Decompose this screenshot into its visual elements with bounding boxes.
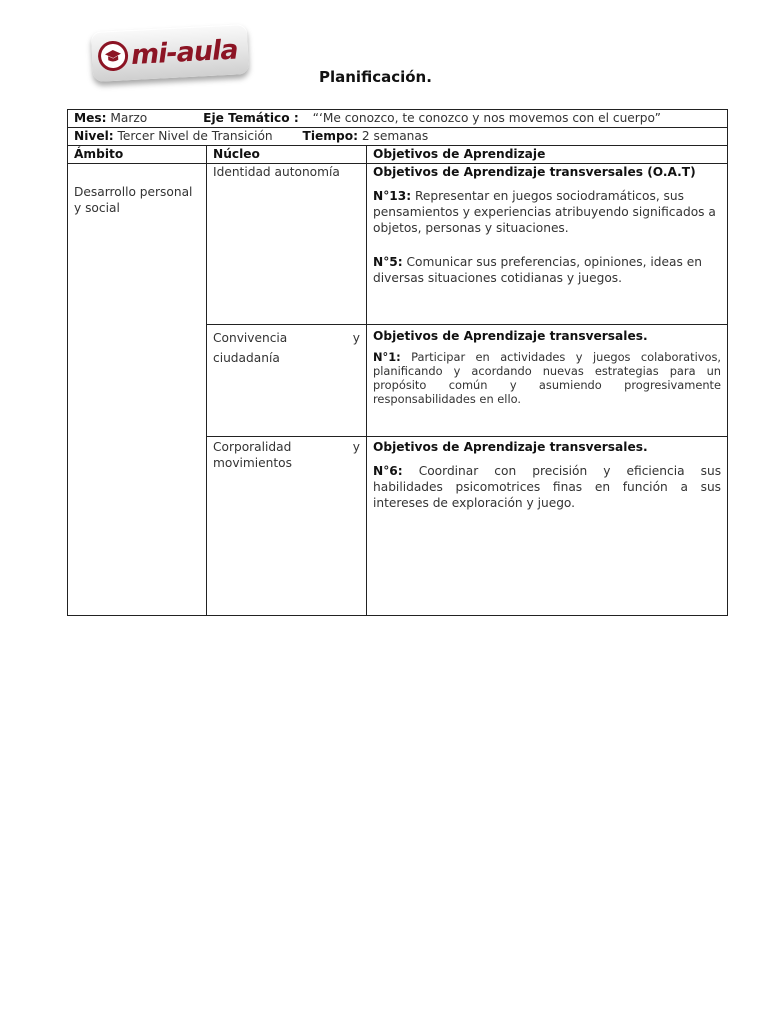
- objective-text: Coordinar con precisión y eficiencia sus habilidades psicomotrices finas en función a sus intereses de exploración y juego.: [373, 464, 722, 510]
- page-title: Planificación.: [319, 68, 432, 86]
- ambito-value: Desarrollo personal y social: [74, 185, 193, 215]
- info-row-mes: [68, 110, 728, 128]
- graduation-cap-icon: [97, 40, 129, 72]
- nivel-label: Nivel:: [74, 129, 114, 143]
- logo-text: mi-aula: [130, 33, 239, 71]
- tiempo-value: 2 semanas: [361, 129, 429, 143]
- objective-number: N°13:: [373, 189, 412, 203]
- eje-label: Eje Temático :: [203, 111, 299, 125]
- objectives-heading: Objetivos de Aprendizaje transversales (O.A.T): [373, 165, 696, 179]
- nucleo-value: Convivencia y ciudadanía: [213, 331, 360, 365]
- table-row: [68, 164, 728, 325]
- tiempo-label: Tiempo:: [302, 129, 358, 143]
- nivel-value: Tercer Nivel de Transición: [117, 129, 273, 143]
- column-header-ambito: Ámbito: [68, 146, 207, 164]
- nucleo-value: Identidad autonomía: [213, 165, 340, 179]
- objective-number: N°6:: [373, 464, 403, 478]
- mi-aula-logo: [91, 24, 249, 82]
- objective-item: [373, 188, 721, 236]
- planning-table: [67, 109, 728, 616]
- column-header-objetivos: Objetivos de Aprendizaje: [367, 146, 728, 164]
- objective-number: N°1:: [373, 350, 401, 364]
- objective-item: [373, 463, 721, 511]
- mes-label: Mes:: [74, 111, 107, 125]
- objective-item: [373, 254, 721, 286]
- objectives-heading: Objetivos de Aprendizaje transversales.: [373, 329, 648, 343]
- objectives-heading: Objetivos de Aprendizaje transversales.: [373, 440, 648, 454]
- eje-value: “‘Me conozco, te conozco y nos movemos con el cuerpo”: [312, 111, 661, 125]
- nucleo-value: Corporalidad y movimientos: [213, 440, 360, 470]
- objective-text: Comunicar sus preferencias, opiniones, ideas en diversas situaciones cotidianas y juegos.: [373, 255, 702, 285]
- objective-text: Representar en juegos sociodramáticos, sus pensamientos y experiencias atribuyendo significados a objetos, personas y situaciones.: [373, 189, 716, 235]
- mes-value: Marzo: [110, 111, 148, 125]
- objective-item: [373, 350, 721, 406]
- objective-text: Participar en actividades y juegos colaborativos, planificando y acordando nuevas estrategias para un propósito común y asumiendo progresivamente responsabilidades en ello.: [373, 350, 722, 406]
- info-row-nivel: [68, 128, 728, 146]
- objective-number: N°5:: [373, 255, 403, 269]
- column-header-nucleo: Núcleo: [207, 146, 367, 164]
- column-header-row: [68, 146, 728, 164]
